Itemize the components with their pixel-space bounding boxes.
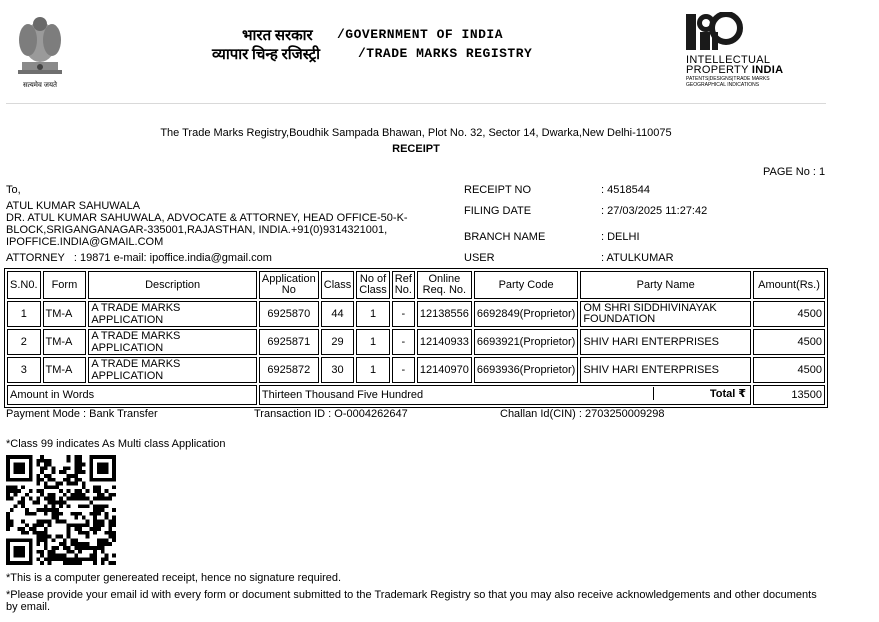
col-amount: Amount(Rs.) <box>753 271 825 299</box>
cell-party-code: 6693921(Proprietor) <box>474 329 578 355</box>
transaction-id: Transaction ID : O-0004262647 <box>254 408 408 420</box>
cell-party-name-2: FOUNDATION <box>583 313 656 325</box>
cell-party-name-1: OM SHRI SIDDHIVINAYAK <box>583 302 717 314</box>
col-online-req-2: Req. No. <box>422 284 467 296</box>
col-form: Form <box>43 271 87 299</box>
branch-name-label: BRANCH NAME <box>464 231 546 243</box>
cell-form: TM-A <box>43 357 87 383</box>
filing-date-value: : 27/03/2025 11:27:42 <box>601 205 708 217</box>
cell-class: 44 <box>321 301 355 327</box>
amount-in-words-label: Amount in Words <box>7 385 257 405</box>
table-row <box>7 301 825 327</box>
cell-ref-no: - <box>392 329 415 355</box>
email-note-line1: *Please provide your email id with every form or document submitted to the Trademark Registry so that you may also receive acknowledgements and other documents <box>6 589 817 601</box>
col-no-of-class-2: Class <box>359 284 387 296</box>
col-party-code: Party Code <box>474 271 578 299</box>
col-ref-no-1: Ref <box>394 273 412 285</box>
recipient-address-line1: DR. ATUL KUMAR SAHUWALA, ADVOCATE & ATTORNEY, HEAD OFFICE-50-K- <box>6 212 408 224</box>
cell-description: A TRADE MARKS APPLICATION <box>88 301 257 327</box>
col-ref-no-2: No. <box>394 284 412 296</box>
cell-amount: 4500 <box>753 329 825 355</box>
col-application-no-2: No <box>281 284 296 296</box>
class99-note: *Class 99 indicates As Multi class Application <box>6 438 226 450</box>
attorney-line: ATTORNEY : 19871 e-mail: ipoffice.india@gmail.com <box>6 252 272 264</box>
cell-party-code: 6693936(Proprietor) <box>474 357 578 383</box>
col-no-of-class-1: No of <box>359 273 387 285</box>
total-label <box>653 387 746 400</box>
cell-description: A TRADE MARKS APPLICATION <box>88 329 257 355</box>
ip-india-logo <box>686 12 806 87</box>
total-amount: 13500 <box>753 385 825 405</box>
col-description: Description <box>88 271 257 299</box>
cell-form: TM-A <box>43 301 87 327</box>
user-label: USER <box>464 252 495 264</box>
cell-online-req: 12140933 <box>417 329 472 355</box>
to-label: To, <box>6 184 21 196</box>
col-class: Class <box>321 271 355 299</box>
cell-online-req: 12140970 <box>417 357 472 383</box>
receipt-items-table <box>4 268 828 408</box>
payment-mode: Payment Mode : Bank Transfer <box>6 408 158 420</box>
cell-sno: 3 <box>7 357 41 383</box>
cell-class: 30 <box>321 357 355 383</box>
cell-party-name: SHIV HARI ENTERPRISES <box>580 357 751 383</box>
registry-address: The Trade Marks Registry,Boudhik Sampada Bhawan, Plot No. 32, Sector 14, Dwarka,New Delhi-110075 <box>160 127 672 139</box>
branch-name-value: : DELHI <box>601 231 640 243</box>
total-label-text: Total ₹ <box>709 388 747 400</box>
page-number: PAGE No : 1 <box>763 166 826 178</box>
col-application-no-1: Application <box>261 273 316 285</box>
col-online-req-1: Online <box>428 273 461 285</box>
col-no-of-class <box>356 271 390 299</box>
doc-title: RECEIPT <box>392 143 440 155</box>
table-row <box>7 329 825 355</box>
header-hindi-line1: भारत सरकार <box>242 28 313 44</box>
cell-amount: 4500 <box>753 357 825 383</box>
logo-line2 <box>686 65 806 76</box>
cell-ref-no: - <box>392 357 415 383</box>
header-title-line1: /GOVERNMENT OF INDIA <box>337 27 504 42</box>
filing-date-label: FILING DATE <box>464 205 532 217</box>
recipient-address-line3: IPOFFICE.INDIA@GMAIL.COM <box>6 236 164 248</box>
qr-code-icon <box>6 455 116 565</box>
cell-description: A TRADE MARKS APPLICATION <box>88 357 257 383</box>
cell-application-no: 6925871 <box>259 329 319 355</box>
cell-sno: 1 <box>7 301 41 327</box>
cell-online-req: 12138556 <box>417 301 472 327</box>
computer-generated-note: *This is a computer genereated receipt, hence no signature required. <box>6 572 342 584</box>
col-online-req <box>417 271 472 299</box>
logo-line2-b: INDIA <box>751 64 784 76</box>
logo-line4: GEOGRAPHICAL INDICATIONS <box>686 82 760 88</box>
amount-in-words-cell <box>259 385 751 405</box>
lion-capital-icon <box>10 12 70 80</box>
cell-amount: 4500 <box>753 301 825 327</box>
cell-no-of-class: 1 <box>356 301 390 327</box>
header-rule <box>6 103 826 104</box>
table-header-row <box>7 271 825 299</box>
header-title-line2: /TRADE MARKS REGISTRY <box>358 46 533 61</box>
header-hindi-line2: व्यापार चिन्ह रजिस्ट्री <box>212 47 321 63</box>
cell-application-no: 6925870 <box>259 301 319 327</box>
logo-line3: PATENTS|DESIGNS|TRADE MARKS <box>686 76 770 82</box>
cell-sno: 2 <box>7 329 41 355</box>
cell-application-no: 6925872 <box>259 357 319 383</box>
table-total-row <box>7 385 825 405</box>
receipt-no-label: RECEIPT NO <box>464 184 532 196</box>
cell-no-of-class: 1 <box>356 357 390 383</box>
ip-logo-icon <box>686 12 746 52</box>
col-application-no <box>259 271 319 299</box>
recipient-address-line2: BLOCK,SRIGANGANAGAR-335001,RAJASTHAN, INDIA.+91(0)9314321001, <box>6 224 388 236</box>
amount-in-words-value: Thirteen Thousand Five Hundred <box>261 389 424 401</box>
emblem-caption: सत्यमेव जयते <box>22 82 58 89</box>
col-ref-no <box>392 271 415 299</box>
table-row <box>7 357 825 383</box>
col-sno: S.N0. <box>7 271 41 299</box>
col-party-name: Party Name <box>580 271 751 299</box>
cell-party-name <box>580 301 751 327</box>
logo-line2-a: PROPERTY <box>686 64 752 76</box>
email-note-line2: by email. <box>6 601 51 613</box>
receipt-no-value: : 4518544 <box>601 184 650 196</box>
cell-party-name: SHIV HARI ENTERPRISES <box>580 329 751 355</box>
cell-party-code: 6692849(Proprietor) <box>474 301 578 327</box>
user-value: : ATULKUMAR <box>601 252 674 264</box>
cell-class: 29 <box>321 329 355 355</box>
national-emblem <box>10 12 70 88</box>
logo-line1: INTELLECTUAL <box>686 54 771 66</box>
recipient-name: ATUL KUMAR SAHUWALA <box>6 200 141 212</box>
cell-ref-no: - <box>392 301 415 327</box>
challan-id: Challan Id(CIN) : 2703250009298 <box>500 408 665 420</box>
cell-form: TM-A <box>43 329 87 355</box>
cell-no-of-class: 1 <box>356 329 390 355</box>
